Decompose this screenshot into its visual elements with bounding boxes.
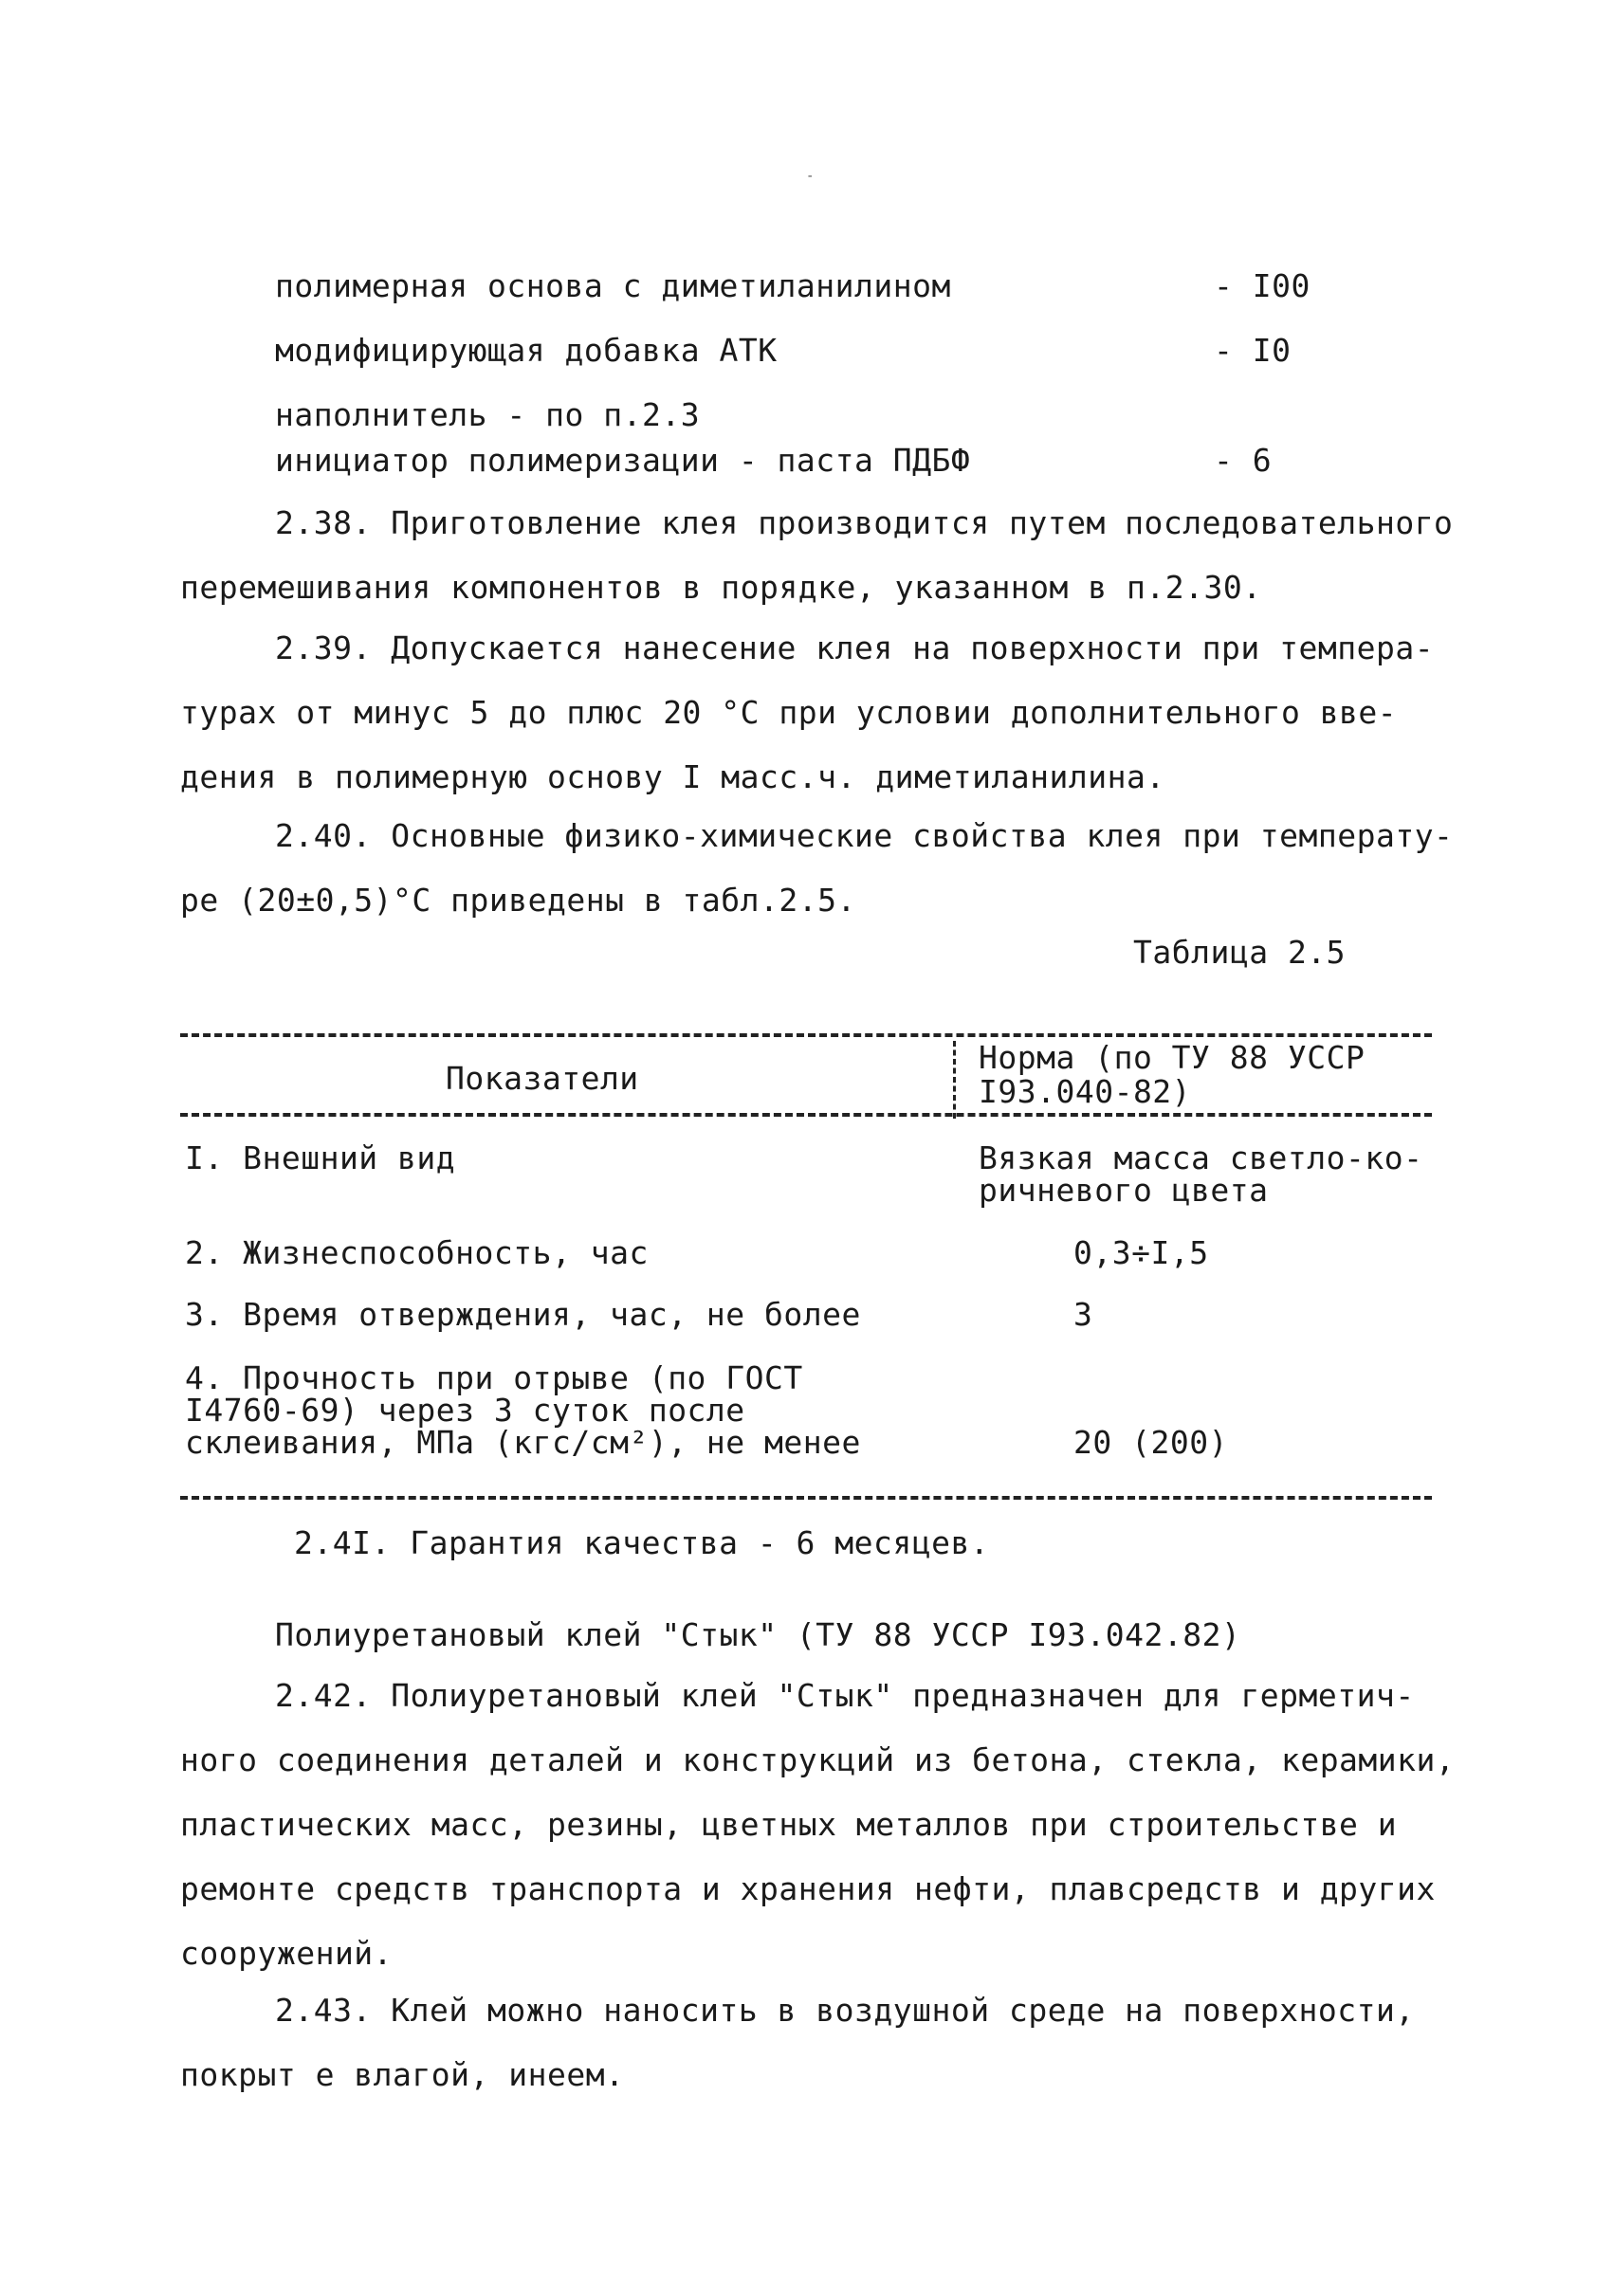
paragraph-line: ного соединения деталей и конструкций из бетона, стекла, керамики, [180,1741,1456,1778]
paragraph-line: дения в полимерную основу I масс.ч. диметиланилина. [180,758,1165,795]
composition-line [275,396,700,434]
paragraph-2-41: 2.4I. Гарантия качества - 6 месяцев. [294,1524,990,1561]
row-name-line: 3. Время отверждения, час, не более [185,1296,861,1333]
paragraph-line: турах от минус 5 до плюс 20 °С при условии дополнительного вве- [180,694,1398,731]
paragraph-2-38 [180,491,1454,620]
row-value-line: ричневого цвета [979,1172,1269,1209]
row-name-line: 2. Жизнеспособность, час [185,1234,649,1271]
component-amount: - I00 [1214,267,1311,304]
row-value-line: 0,3÷I,5 [1073,1234,1209,1271]
row-name-line: 4. Прочность при отрыве (по ГОСТ [185,1359,803,1396]
table-row-value [979,1139,1423,1209]
paragraph-2-39 [180,616,1451,810]
row-name-line: I. Внешний вид [185,1139,456,1176]
component-name: модифицирующая добавка АТК [275,332,778,369]
table-row-name [185,1359,861,1461]
table-row-name [185,1296,861,1333]
table-header-norm [979,1041,1365,1109]
page-number-mark: - [806,169,815,184]
paragraph-line: 2.43. Клей можно наносить в воздушной среде на поверхности, [275,1992,1415,2029]
table-caption: Таблица 2.5 [1133,934,1347,971]
table-header-indicators: Показатели [446,1060,639,1097]
paragraph-line: пластических масс, резины, цветных металлов при строительстве и [180,1806,1398,1843]
paragraph-line: 2.40. Основные физико-химические свойства клея при температу- [275,817,1454,854]
paragraph-line: 2.42. Полиуретановый клей "Стык" предназначен для герметич- [275,1677,1415,1714]
header-line: I93.040-82) [979,1073,1192,1110]
paragraph-line: 2.39. Допускается нанесение клея на поверхности при темпера- [275,629,1435,666]
row-value-line: 20 (200) [1073,1424,1228,1461]
table-row-value [1073,1424,1228,1461]
paragraph-2-40 [180,804,1454,933]
table-header-rule [180,1113,1432,1117]
row-value-line: 3 [1073,1296,1093,1333]
table-top-rule [180,1033,1432,1037]
paragraph-2-42 [180,1664,1456,1986]
composition-line [275,332,1292,370]
paragraph-2-43 [180,1978,1451,2107]
component-amount: - 6 [1214,442,1273,479]
table-bottom-rule [180,1496,1432,1500]
composition-line [275,442,1273,480]
table-row-value [1073,1296,1093,1333]
section-heading: Полиуретановый клей "Стык" (ТУ 88 УССР I93.042.82) [275,1616,1241,1653]
component-amount: - I0 [1214,332,1292,369]
paragraph-line: 2.38. Приготовление клея производится путем последовательного [275,504,1454,541]
component-name: полимерная основа с диметиланилином [275,267,951,304]
row-value-line: Вязкая масса светло-ко- [979,1139,1423,1176]
row-name-line: I4760-69) через 3 суток после [185,1392,745,1429]
paragraph-line: ре (20±0,5)°С приведены в табл.2.5. [180,882,856,919]
row-name-line: склеивания, МПа (кгс/см²), не менее [185,1424,861,1461]
paragraph-line: перемешивания компонентов в порядке, указанном в п.2.30. [180,569,1262,606]
paragraph-line: покрыт е влагой, инеем. [180,2056,625,2093]
header-line: Норма (по ТУ 88 УССР [979,1039,1366,1076]
paragraph-line: ремонте средств транспорта и хранения нефти, плавсредств и других [180,1870,1436,1907]
table-row-value [1073,1234,1209,1271]
component-name: наполнитель - по п.2.3 [275,396,701,433]
table-row-name [185,1234,649,1271]
component-name: инициатор полимеризации - паста ПДБФ [275,442,971,479]
table-row-name [185,1139,456,1176]
composition-line [275,267,1311,305]
table-column-divider [953,1041,956,1119]
paragraph-line: сооружений. [180,1935,394,1972]
